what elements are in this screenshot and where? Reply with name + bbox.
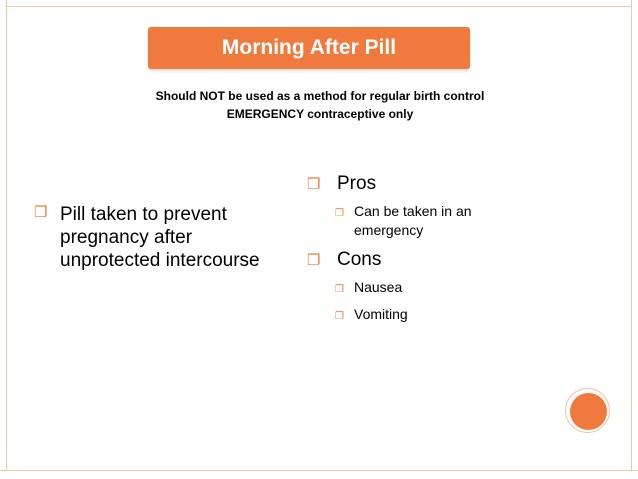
pros-heading (307, 172, 557, 196)
square-bullet-icon: ❒ (34, 204, 48, 221)
square-bullet-icon: ❒ (335, 208, 344, 219)
subtitle-line-1: Should NOT be used as a method for regular birth control (155, 89, 485, 103)
cons-label: Cons (337, 249, 382, 270)
pros-label: Pros (337, 173, 377, 194)
square-bullet-icon: ❒ (335, 284, 344, 295)
title-banner (148, 27, 470, 69)
decorative-circle (570, 393, 607, 430)
slide-frame-left (0, 0, 7, 479)
right-column (307, 172, 557, 326)
cons-item-text: Vomiting (354, 306, 408, 322)
square-bullet-icon: ❒ (307, 176, 321, 193)
list-item (34, 203, 284, 272)
slide-title: Morning After Pill (221, 36, 397, 59)
list-item (335, 202, 557, 240)
list-item (335, 278, 557, 299)
list-item (335, 305, 557, 326)
cons-heading (307, 248, 557, 272)
left-item-text: Pill taken to prevent pregnancy after unprotected intercourse (60, 204, 260, 271)
subtitle-line-2: EMERGENCY contraceptive only (226, 107, 414, 121)
pros-item-text: Can be taken in an emergency (354, 203, 472, 238)
left-column (34, 203, 284, 272)
slide-frame-bottom (0, 470, 638, 479)
square-bullet-icon: ❒ (307, 252, 321, 269)
subtitle (90, 87, 550, 123)
cons-item-text: Nausea (354, 279, 403, 295)
square-bullet-icon: ❒ (335, 311, 344, 322)
slide-frame-right (631, 0, 638, 479)
slide-frame-top (0, 0, 638, 7)
